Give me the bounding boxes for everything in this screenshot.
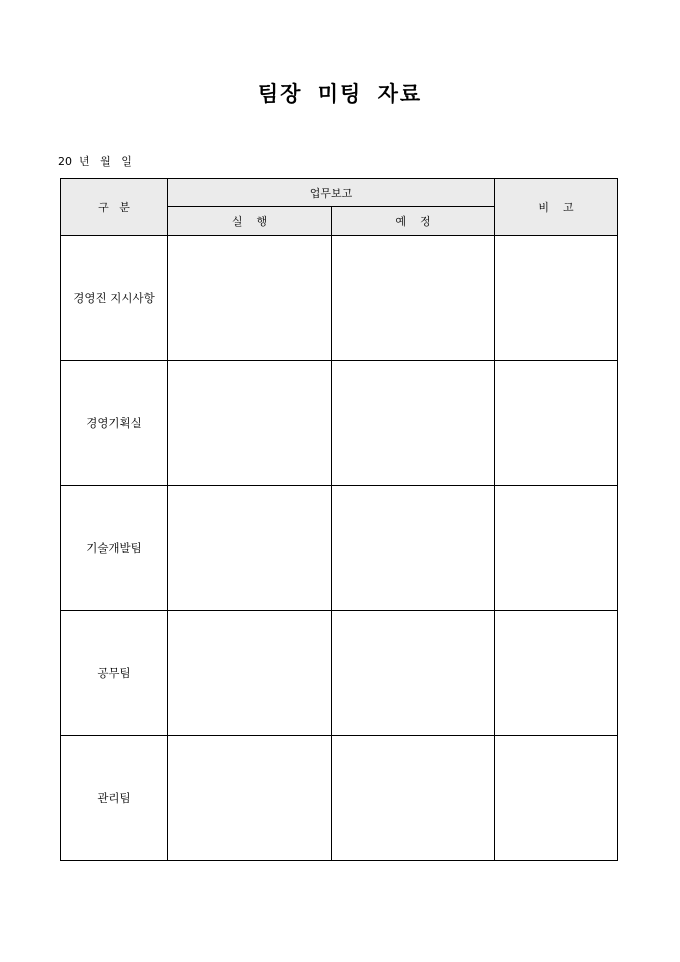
remarks-cell[interactable] [495, 736, 618, 861]
row-label: 기술개발팀 [61, 486, 168, 611]
row-label: 경영기획실 [61, 361, 168, 486]
page-title: 팀장 미팅 자료 [257, 81, 423, 106]
executed-cell[interactable] [168, 611, 332, 736]
planned-cell[interactable] [332, 486, 495, 611]
executed-cell[interactable] [168, 236, 332, 361]
header-executed: 실 행 [168, 207, 332, 236]
header-planned: 예 정 [332, 207, 495, 236]
header-remarks: 비 고 [495, 179, 618, 236]
planned-cell[interactable] [332, 611, 495, 736]
row-label: 관리팀 [61, 736, 168, 861]
remarks-cell[interactable] [495, 486, 618, 611]
remarks-cell[interactable] [495, 236, 618, 361]
executed-cell[interactable] [168, 361, 332, 486]
table-row [61, 486, 618, 611]
planned-cell[interactable] [332, 361, 495, 486]
remarks-cell[interactable] [495, 611, 618, 736]
planned-cell[interactable] [332, 236, 495, 361]
header-report-group: 업무보고 [168, 179, 495, 207]
planned-cell[interactable] [332, 736, 495, 861]
table-row [61, 611, 618, 736]
row-label: 공무팀 [61, 611, 168, 736]
date-line: 20 년 월 일 [58, 155, 132, 168]
executed-cell[interactable] [168, 736, 332, 861]
table-row [61, 736, 618, 861]
header-row-1 [61, 179, 618, 207]
header-category: 구 분 [61, 179, 168, 236]
meeting-table [60, 178, 618, 861]
table-row [61, 361, 618, 486]
remarks-cell[interactable] [495, 361, 618, 486]
table-row [61, 236, 618, 361]
row-label: 경영진 지시사항 [61, 236, 168, 361]
executed-cell[interactable] [168, 486, 332, 611]
